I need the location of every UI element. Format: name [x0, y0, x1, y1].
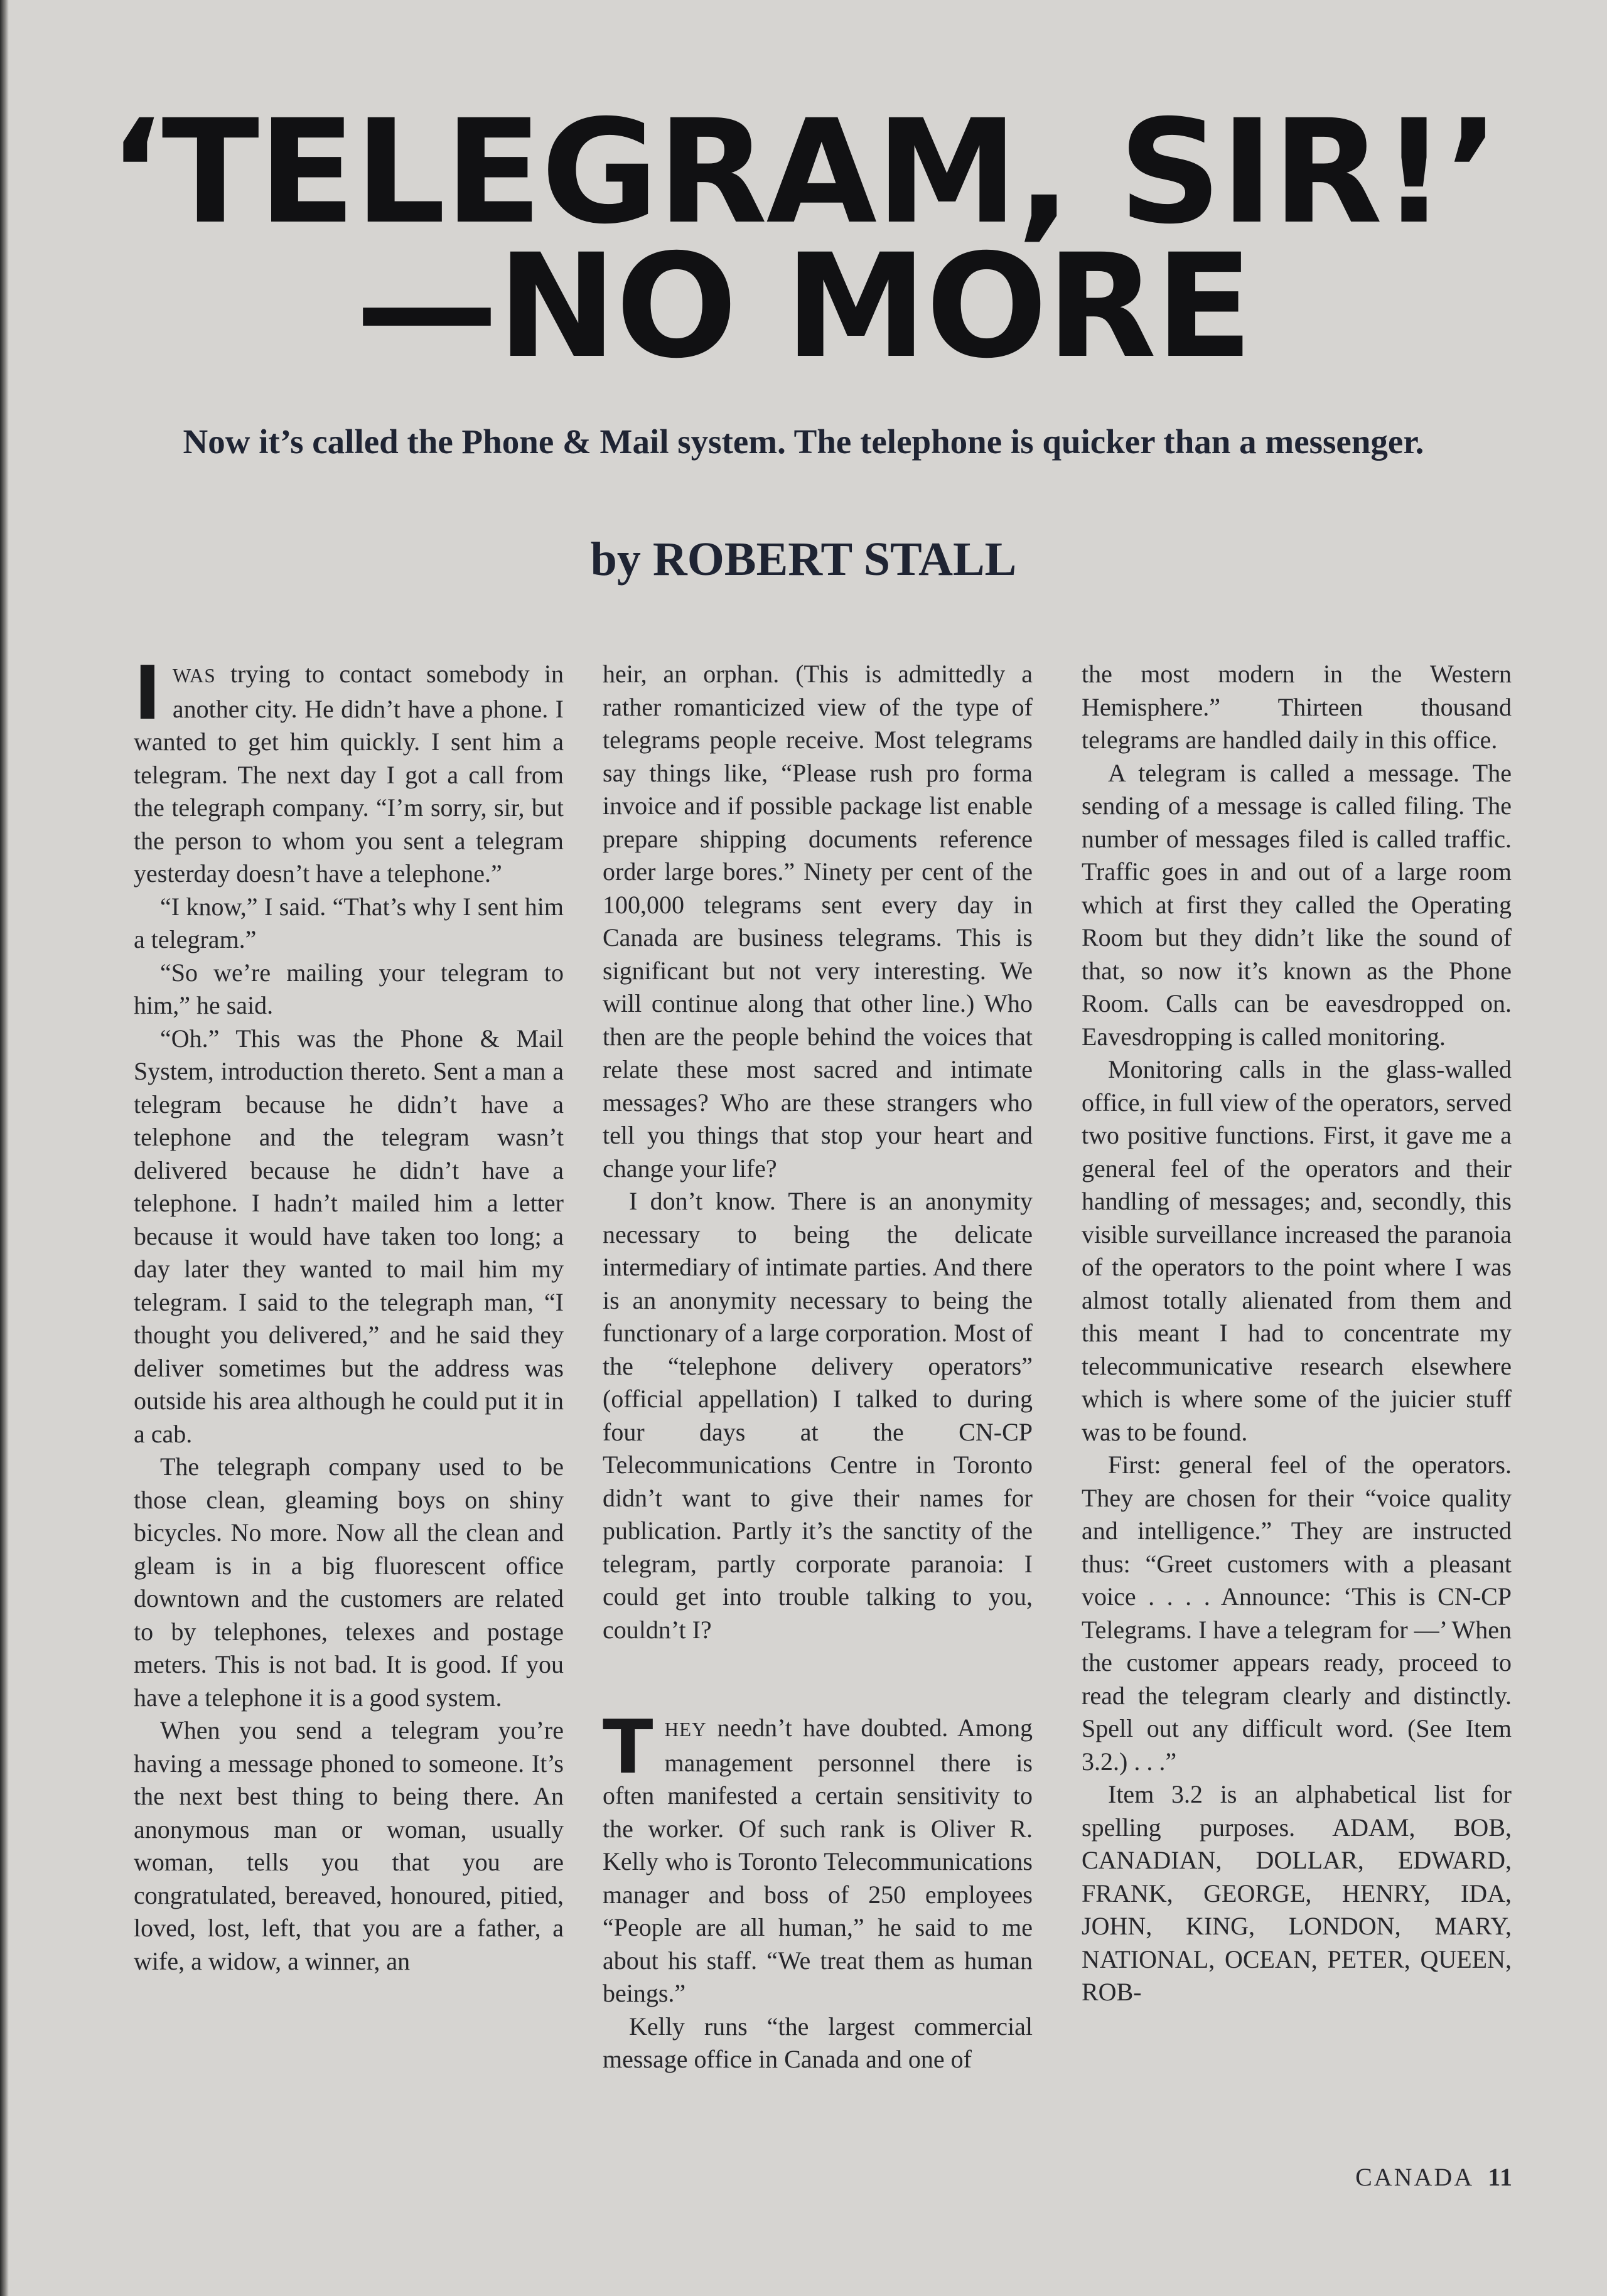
headline-line-2: —NO MORE — [355, 223, 1252, 390]
page-folio — [1355, 2162, 1513, 2192]
paragraph: “Oh.” This was the Phone & Mail System, introduction thereto. Sent a man a telegram because he didn’t have a telephone and the telegram wasn’t delivered because he didn’t have a telephone. I hadn’t mailed him a letter because it would have taken too long; a day later they wanted to mail him my telegram. I said to the telegraph man, “I thought you delivered,” and he said they deliver sometimes but the address was outside his area although he could put it in a cab. — [134, 1024, 564, 1448]
lead-in-smallcaps: WAS — [172, 665, 216, 687]
paragraph: When you send a telegram you’re having a message phoned to someone. It’s the next best thing to being there. An anonymous man or woman, usually woman, tells you that you are congratulated, bereaved, honoured, pitied, loved, lost, left, that you are a father, a wife, a widow, a winner, an — [134, 1716, 564, 1975]
paragraph-opening — [134, 650, 564, 891]
page-number: 11 — [1488, 2163, 1513, 2191]
paragraph: “So we’re mailing your telegram to him,” he said. — [134, 958, 564, 1019]
paragraph: I don’t know. There is an anonymity necessary to being the delicate intermediary of intimate parties. And there is an anonymity necessary to being the functionary of a large corporation. Most of the “telephone delivery operators” (official appellation) I talked to during four days at the CN-CP Telecommunications Centre in Toronto didn’t want to give their names for publication. Partly it’s the sanctity of the telegram, partly corporate paranoia: I could get into trouble talking to you, couldn’t I? — [603, 1187, 1033, 1644]
paragraph-text: trying to contact somebody in another city. He didn’t have a phone. I wanted to get him quickly. I sent him a telegram. The next day I got a call from the telegraph company. “I’m sorry, sir, but the person to whom you sent a telegram yesterday doesn’t have a telephone.” — [134, 660, 564, 888]
paragraph: The telegraph company used to be those clean, gleaming boys on shiny bicycles. No more. Now all the clean and gleam is in a big fluorescent office downtown and the customers are related to by telephones, telexes and postage meters. This is not bad. It is good. If you have a telephone it is a good system. — [134, 1452, 564, 1712]
paragraph: Kelly runs “the largest commercial message office in Canada and one of — [603, 2012, 1033, 2073]
headline-line-1: ‘TELEGRAM, SIR!’ — [108, 89, 1499, 255]
text-column-1 — [134, 650, 564, 1978]
drop-cap: I — [134, 650, 161, 736]
paragraph-section-opening — [603, 1703, 1033, 2010]
section-break — [603, 1679, 1033, 1712]
paragraph: “I know,” I said. “That’s why I sent him a telegram.” — [134, 892, 564, 953]
paragraph-text: needn’t have doubted. Among management personnel there is often manifested a certain sensitivity to the worker. Of such rank is Oliver R. Kelly who is Toronto Telecommunications manager and boss of 250 employees “People are all human,” he said to me about his staff. “We treat them as human beings.” — [603, 1714, 1033, 2007]
magazine-name: CANADA — [1355, 2163, 1475, 2191]
paragraph: A telegram is called a message. The sending of a message is called filing. The number of messages filed is called traffic. Traffic goes in and out of a large room which at first they called the Operating Room but they didn’t like the sound of that, so now it’s known as the Phone Room. Calls can be eavesdropped on. Eavesdropping is called monitoring. — [1082, 758, 1512, 1051]
paragraph: heir, an orphan. (This is admittedly a rather romanticized view of the type of telegrams people receive. Most telegrams say things like, “Please rush pro forma invoice and if possible package list enable prepare shipping documents reference order large bores.” Ninety per cent of the 100,000 telegrams sent every day in Canada are business telegrams. This is significant but not very interesting. We will continue along that other line.) Who then are the people behind the voices that relate these most sacred and intimate messages? Who are these strangers who tell you things that stop your heart and change your life? — [603, 660, 1033, 1183]
text-column-3 — [1082, 658, 1512, 2009]
paragraph: Item 3.2 is an alphabetical list for spelling purposes. ADAM, BOB, CANADIAN, DOLLAR, EDWARD, FRANK, GEORGE, HENRY, IDA, JOHN, KING, LONDON, MARY, NATIONAL, OCEAN, PETER, QUEEN, ROB- — [1082, 1780, 1512, 2006]
byline: by ROBERT STALL — [590, 533, 1017, 586]
paragraph: First: general feel of the operators. They are chosen for their “voice quality and intelligence.” They are instructed thus: “Greet customers with a pleasant voice . . . . Announce: ‘This is CN-CP Telegrams. I have a telegram for —’ When the customer appears ready, proceed to read the telegram clearly and distinctly. Spell out any difficult word. (See Item 3.2.) . . .” — [1082, 1451, 1512, 1776]
subheadline: Now it’s called the Phone & Mail system. The telephone is quicker than a messenger. — [183, 422, 1424, 461]
drop-cap: T — [603, 1703, 653, 1790]
lead-in-smallcaps: HEY — [664, 1719, 707, 1741]
paragraph: Monitoring calls in the glass-walled office, in full view of the operators, served two positive functions. First, it gave me a general feel of the operators and their handling of messages; and, secondly, this visible surveillance increased the paranoia of the operators to the point where I was almost totally alienated from them and this meant I had to concentrate my telecommunicative research elsewhere which is where some of the juicier stuff was to be found. — [1082, 1055, 1512, 1446]
section-break — [603, 1646, 1033, 1679]
paragraph: the most modern in the Western Hemisphere.” Thirteen thousand telegrams are handled daily in this office. — [1082, 660, 1512, 754]
text-column-2 — [603, 658, 1033, 2076]
